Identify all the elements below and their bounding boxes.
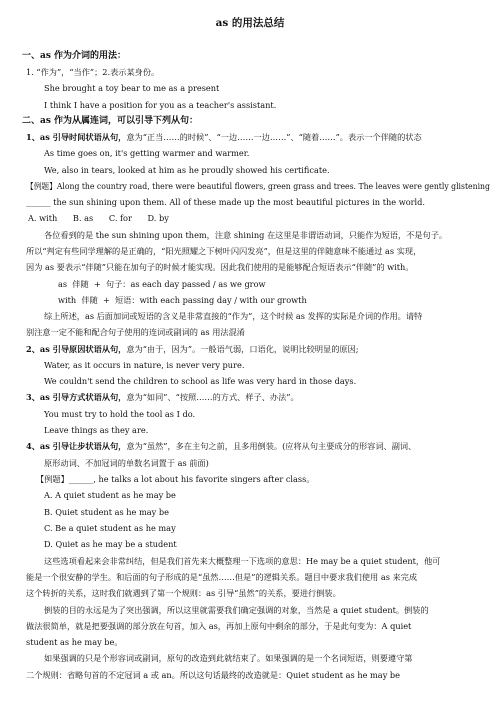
point2-head: 2、as 引导原因状语从句， — [26, 344, 127, 354]
example-line: As time goes on, it's getting warmer and warmer. — [44, 148, 250, 158]
summary-line: 综上所述，as 后面加词或短语的含义是非常直接的“作为”，这个时候 as 发挥的实际是介词的作用。请特 — [44, 311, 423, 321]
exercise-line: ______ the sun shining upon them. All of these made up the most beautiful pictures in the world. — [26, 197, 426, 207]
option-b: B. Quiet student as he may be — [44, 507, 169, 517]
exercise-line: 【例题】______, he talks a lot about his favorite singers after class。 — [36, 474, 315, 484]
example-line: We, also in tears, looked at him as he proudly showed his certificate. — [44, 165, 330, 175]
exercise-options: A. with B. as C. for D. by — [28, 213, 169, 223]
summary-line: 别注意一定不能和配合句子使用的连词或副词的 as 用法混淆 — [26, 327, 245, 337]
explain-line: 做法很简单，就是把要强调的部分放在句首，加入 as，再加上原句中剩余的部分，于是此句变为：A quiet — [26, 621, 412, 631]
example-line: I think I have a position for you as a teacher's assistant. — [44, 100, 277, 110]
point1-line — [26, 132, 422, 143]
exercise-line: 【例题】Along the country road, there were beautiful flowers, green grass and trees. The leaves were gently glistening — [26, 181, 490, 191]
explain-line: 所以“判定有些同学理解的是正确的，“阳光照耀之下树叶闪闪发亮”，但是这里的伴随意味不能通过 as 实现， — [26, 246, 422, 256]
point4-line — [26, 441, 416, 452]
explain-line: 二个规则：省略句首的不定冠词 a 或 an。所以这句话最终的改造就是：Quiet student as he may be — [26, 670, 401, 680]
point2-line — [26, 344, 359, 355]
explain-line: 这些选项看起来会非常纠结，但是我们首先来大概整理一下选项的意思：He may be a quiet student，他可 — [44, 556, 441, 566]
example-line: We couldn't send the children to school as life was very hard in those days. — [44, 376, 357, 386]
explain-line: 各位看到的是 the sun shining upon them，注意 shining 在这里是非谓语动词，只能作为短语，不是句子。 — [44, 230, 448, 240]
point3-rest: 意为“如同”、“按照……的方式、样子、办法”。 — [126, 392, 299, 402]
option-d: D. Quiet as he may be a student — [44, 539, 177, 549]
example-line: You must try to hold the tool as I do. — [44, 409, 196, 419]
section1-heading: 一、as 作为介词的用法： — [22, 51, 127, 61]
document-title: as 的用法总结 — [215, 17, 285, 29]
explain-line: 能是一个很安静的学生。和后面的句子形成的是“虽然……但是”的逻辑关系。题目中要求我们使用 as 来完成 — [26, 572, 418, 582]
point1-rest: 意为“正当……的时候”、“一边……一边……”、“随着……”。表示一个伴随的状态 — [126, 132, 422, 142]
point1-head: 1、as 引导时间状语从句， — [26, 132, 127, 142]
point4-rest: 意为“虽然”，多在主句之前，且多用倒装。(应将从句主要成分的形容词、副词、 — [126, 441, 417, 451]
point4-rest-line: 原形动词、不加冠词的单数名词置于 as 前面) — [44, 458, 209, 468]
point3-head: 3、as 引导方式状语从句， — [26, 392, 127, 402]
explain-line: student as he may be。 — [26, 637, 123, 647]
explain-line: 因为 as 要表示“伴随”只能在加句子的时候才能实现。因此我们使用的是能够配合短语表示“伴随”的 with。 — [26, 262, 414, 272]
example-line: Leave things as they are. — [44, 425, 149, 435]
point3-line — [26, 392, 299, 403]
option-a: A. A quiet student as he may be — [44, 490, 176, 500]
pattern-line: as 伴随 + 句子：as each day passed / as we grow — [58, 279, 266, 289]
point4-head: 4、as 引导让步状语从句， — [26, 441, 127, 451]
example-line: Water, as it occurs in nature, is never very pure. — [44, 360, 245, 370]
pattern-line: with 伴随 + 短语：with each passing day / with our growth — [58, 295, 307, 305]
point2-rest: 意为“由于，因为”。一般语气弱，口语化，说明比较明显的原因; — [126, 344, 359, 354]
section2-heading: 二、as 作为从属连词，可以引导下列从句： — [22, 116, 199, 126]
example-line: She brought a toy bear to me as a present — [44, 83, 220, 93]
explain-line: 如果强调的只是个形容词或副词，原句的改造到此就结束了。如果强调的是一个名词短语，则要遵守第 — [44, 653, 413, 663]
section1-item: 1. “作为”，“当作”；2.表示某身份。 — [26, 67, 160, 77]
option-c: C. Be a quiet student as he may — [44, 523, 176, 533]
explain-line: 这个转折的关系，这时我们就遇到了第一个规则：as 引导“虽然”的关系，要进行倒装。 — [26, 588, 341, 598]
explain-line: 倒装的目的永远是为了突出强调，所以这里就需要我们确定强调的对象，当然是 a quiet student。倒装的 — [44, 605, 429, 615]
